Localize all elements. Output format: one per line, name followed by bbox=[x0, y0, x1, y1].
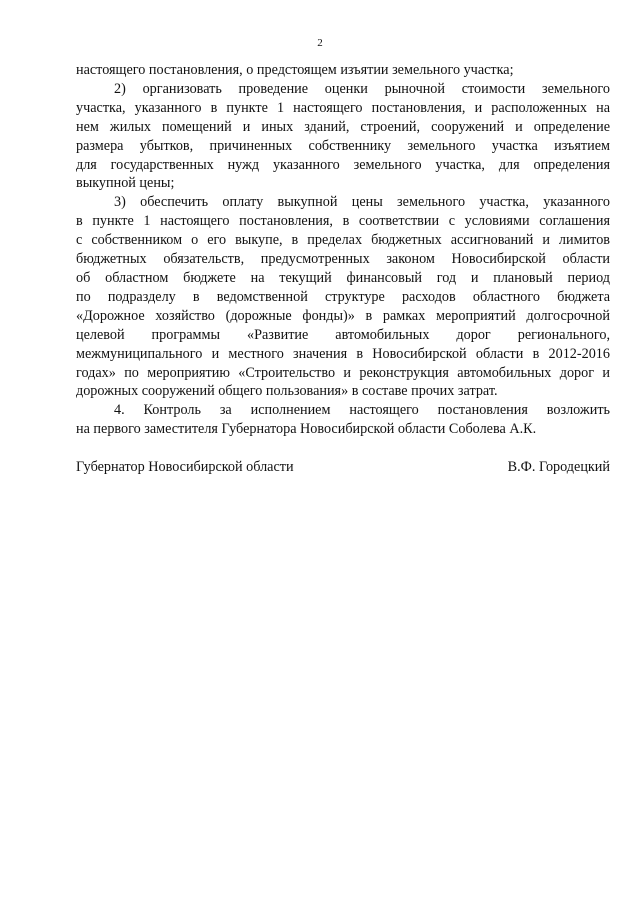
item-3-line: 3) обеспечить оплату выкупной цены земельного участка, указанного bbox=[114, 194, 610, 211]
text-line: в пункте 1 настоящего постановления, в соответствии с условиями соглашения bbox=[76, 213, 610, 230]
page-number: 2 bbox=[317, 37, 323, 49]
text-line: дорожных сооружений общего пользования» в составе прочих затрат. bbox=[76, 383, 498, 400]
document-body bbox=[76, 61, 610, 439]
text-line: по подразделу в ведомственной структуре расходов областного бюджета bbox=[76, 288, 610, 305]
signatory-position: Губернатор Новосибирской области bbox=[76, 459, 294, 475]
text-line: для государственных нужд указанного земельного участка, для определения bbox=[76, 156, 610, 173]
text-line: участка, указанного в пункте 1 настоящего постановления, и расположенных на bbox=[76, 99, 610, 116]
signature-block bbox=[76, 458, 610, 477]
text-line: на первого заместителя Губернатора Новосибирской области Соболева А.К. bbox=[76, 421, 537, 438]
text-line: нем жилых помещений и иных зданий, строений, сооружений и определение bbox=[76, 118, 610, 135]
signatory-name: В.Ф. Городецкий bbox=[507, 459, 610, 475]
text-line: настоящего постановления, о предстоящем изъятии земельного участка; bbox=[76, 62, 514, 78]
text-line: бюджетных обязательств, предусмотренных законом Новосибирской области bbox=[76, 251, 610, 268]
item-2-line: 2) организовать проведение оценки рыночной стоимости земельного bbox=[114, 80, 610, 97]
item-4-line: 4. Контроль за исполнением настоящего постановления возложить bbox=[114, 402, 610, 419]
text-line: выкупной цены; bbox=[76, 175, 175, 192]
text-line: размера убытков, причиненных собственнику земельного участка изъятием bbox=[76, 137, 610, 154]
text-line: годах» по мероприятию «Строительство и реконструкция автомобильных дорог и bbox=[76, 364, 610, 381]
text-line: межмуниципального и местного значения в Новосибирской области в 2012-2016 bbox=[76, 345, 610, 362]
text-line: целевой программы «Развитие автомобильных дорог регионального, bbox=[76, 326, 610, 343]
text-line: об областном бюджете на текущий финансовый год и плановый период bbox=[76, 269, 610, 286]
text-line: «Дорожное хозяйство (дорожные фонды)» в рамках мероприятий долгосрочной bbox=[76, 307, 610, 324]
text-line: с собственником о его выкупе, в пределах бюджетных ассигнований и лимитов bbox=[76, 232, 610, 249]
